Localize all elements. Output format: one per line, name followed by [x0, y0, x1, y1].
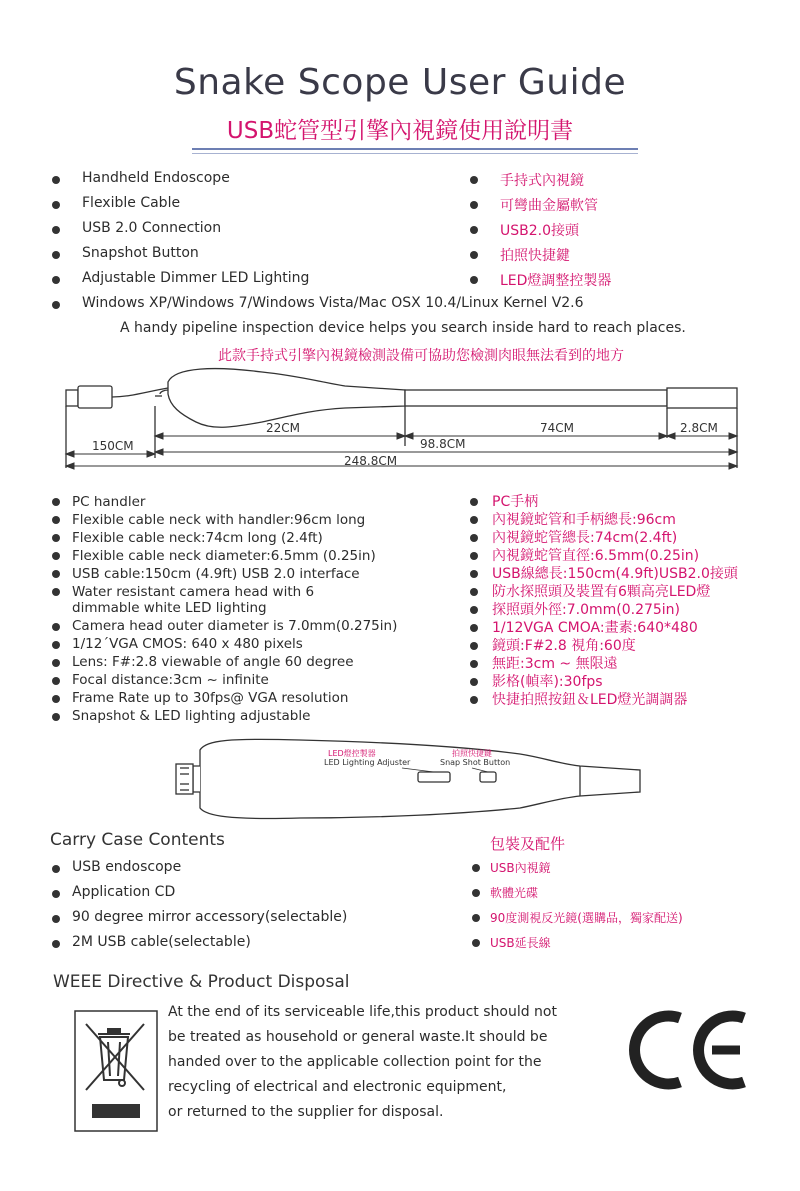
- title-underline-thin: [192, 153, 638, 154]
- spec-item-cn: PC手柄: [492, 494, 539, 510]
- bullet: [470, 276, 478, 284]
- led-adjuster-label: LED Lighting Adjuster: [324, 758, 411, 767]
- feature-item: Flexible Cable: [82, 195, 181, 211]
- bullet: [470, 696, 478, 704]
- spec-item: PC handler: [72, 494, 146, 510]
- intro-text-chinese: 此款手持式引擎內視鏡檢測設備可協助您檢測肉眼無法看到的地方: [218, 348, 624, 364]
- spec-item: Flexible cable neck diameter:6.5mm (0.25in): [72, 548, 376, 564]
- spec-item-cn: 內視鏡蛇管和手柄總長:96cm: [492, 512, 676, 528]
- weee-text-line: or returned to the supplier for disposal.: [168, 1104, 444, 1120]
- spec-item-cn: 無距:3cm ~ 無限遠: [492, 656, 618, 672]
- spec-item-cn: 內視鏡蛇管直徑:6.5mm(0.25in): [492, 548, 700, 564]
- spec-item-cn: 1/12VGA CMOA:畫素:640*480: [492, 620, 698, 636]
- weee-bin-icon: [74, 1010, 158, 1132]
- spec-item: Frame Rate up to 30fps@ VGA resolution: [72, 690, 349, 706]
- weee-text-line: recycling of electrical and electronic equipment,: [168, 1079, 507, 1095]
- bullet: [52, 659, 60, 667]
- bullet: [52, 276, 60, 284]
- bullet: [472, 939, 480, 947]
- bullet: [52, 226, 60, 234]
- bullet: [52, 516, 60, 524]
- intro-text: A handy pipeline inspection device helps you search inside hard to reach places.: [120, 320, 686, 336]
- bullet: [52, 498, 60, 506]
- spec-item-cn: 防水探照頭及裝置有6顆高亮LED燈: [492, 584, 711, 600]
- spec-item-continued: dimmable white LED lighting: [72, 600, 267, 616]
- bullet: [470, 624, 478, 632]
- spec-item: Camera head outer diameter is 7.0mm(0.275in): [72, 618, 398, 634]
- bullet: [472, 914, 480, 922]
- bullet: [470, 660, 478, 668]
- feature-item: Adjustable Dimmer LED Lighting: [82, 270, 310, 286]
- bullet: [52, 677, 60, 685]
- carry-case-item: Application CD: [72, 884, 176, 900]
- bullet: [470, 606, 478, 614]
- carry-case-item-cn: 90度測視反光鏡(選購品，獨家配送): [490, 911, 683, 925]
- snapshot-button-label: Snap Shot Button: [440, 758, 511, 767]
- device-dimension-diagram: [0, 362, 800, 474]
- dimension-label-2-8cm: 2.8CM: [680, 421, 718, 435]
- carry-case-item: 90 degree mirror accessory(selectable): [72, 909, 348, 925]
- spec-item-cn: 影格(幀率):30fps: [492, 674, 603, 690]
- title-underline: [192, 148, 638, 150]
- bullet: [52, 534, 60, 542]
- bullet: [470, 226, 478, 234]
- feature-item-cn: LED燈調整控製器: [500, 273, 612, 289]
- carry-case-item-cn: 軟體光碟: [490, 886, 539, 900]
- bullet: [52, 570, 60, 578]
- bullet: [470, 498, 478, 506]
- handle-diagram: [0, 730, 800, 830]
- spec-item-cn: 內視鏡蛇管總長:74cm(2.4ft): [492, 530, 678, 546]
- feature-item: Handheld Endoscope: [82, 170, 230, 186]
- page-title: Snake Scope User Guide: [173, 62, 627, 103]
- carry-case-heading: Carry Case Contents: [50, 830, 225, 850]
- spec-item: Snapshot & LED lighting adjustable: [72, 708, 311, 724]
- bullet: [472, 864, 480, 872]
- spec-item: Flexible cable neck with handler:96cm long: [72, 512, 366, 528]
- bullet: [470, 552, 478, 560]
- carry-case-item: USB endoscope: [72, 859, 182, 875]
- bullet: [52, 695, 60, 703]
- spec-item-cn: 快捷拍照按鈕＆LED燈光調調器: [492, 692, 688, 708]
- spec-item-cn: 探照頭外徑:7.0mm(0.275in): [492, 602, 681, 618]
- bullet: [470, 588, 478, 596]
- weee-text-line: be treated as household or general waste.It should be: [168, 1029, 548, 1045]
- spec-item: 1/12´VGA CMOS: 640 x 480 pixels: [72, 636, 303, 652]
- spec-item: USB cable:150cm (4.9ft) USB 2.0 interface: [72, 566, 360, 582]
- spec-item-cn: 鏡頭:F#2.8 視角:60度: [492, 638, 636, 654]
- bullet: [470, 516, 478, 524]
- bullet: [52, 201, 60, 209]
- ce-mark-logo: [628, 1008, 752, 1092]
- bullet: [52, 552, 60, 560]
- spec-item: Lens: F#:2.8 viewable of angle 60 degree: [72, 654, 354, 670]
- led-adjuster-label-cn: LED燈控製器: [328, 749, 376, 758]
- bullet: [52, 940, 60, 948]
- bullet: [52, 301, 60, 309]
- spec-item: Water resistant camera head with 6: [72, 584, 315, 600]
- spec-item: Flexible cable neck:74cm long (2.4ft): [72, 530, 323, 546]
- feature-item-cn: 可彎曲金屬軟管: [500, 198, 598, 214]
- feature-item: Snapshot Button: [82, 245, 199, 261]
- bullet: [470, 201, 478, 209]
- weee-text-line: handed over to the applicable collection point for the: [168, 1054, 542, 1070]
- bullet: [52, 623, 60, 631]
- bullet: [52, 251, 60, 259]
- spec-item-cn: USB線總長:150cm(4.9ft)USB2.0接頭: [492, 566, 738, 582]
- feature-item-cn: 手持式內視鏡: [500, 173, 584, 189]
- dimension-label-248-8cm: 248.8CM: [344, 454, 398, 468]
- snapshot-button-label-cn: 拍照快捷鍵: [452, 749, 492, 758]
- bullet: [52, 890, 60, 898]
- spec-item: Focal distance:3cm ~ infinite: [72, 672, 269, 688]
- bullet: [470, 570, 478, 578]
- bullet: [52, 915, 60, 923]
- page-subtitle-chinese: USB蛇管型引擎內視鏡使用說明書: [226, 118, 574, 144]
- dimension-label-22cm: 22CM: [266, 421, 301, 435]
- bullet: [472, 889, 480, 897]
- feature-item-cn: 拍照快捷鍵: [500, 248, 570, 264]
- bullet: [52, 713, 60, 721]
- carry-case-item-cn: USB延長線: [490, 936, 551, 950]
- carry-case-heading-cn: 包裝及配件: [490, 835, 566, 853]
- bullet: [470, 678, 478, 686]
- bullet: [52, 588, 60, 596]
- bullet: [52, 641, 60, 649]
- bullet: [470, 251, 478, 259]
- feature-item: Windows XP/Windows 7/Windows Vista/Mac OSX 10.4/Linux Kernel V2.6: [82, 295, 584, 311]
- carry-case-item-cn: USB內視鏡: [490, 861, 551, 875]
- weee-heading: WEEE Directive & Product Disposal: [53, 972, 350, 992]
- feature-item-cn: USB2.0接頭: [500, 223, 580, 239]
- bullet: [470, 176, 478, 184]
- carry-case-item: 2M USB cable(selectable): [72, 934, 251, 950]
- bullet: [52, 865, 60, 873]
- bullet: [470, 642, 478, 650]
- dimension-label-150cm: 150CM: [92, 439, 134, 453]
- weee-text-line: At the end of its serviceable life,this product should not: [168, 1004, 557, 1020]
- dimension-label-74cm: 74CM: [540, 421, 575, 435]
- feature-item: USB 2.0 Connection: [82, 220, 222, 236]
- bullet: [52, 176, 60, 184]
- dimension-label-98-8cm: 98.8CM: [420, 437, 466, 451]
- bullet: [470, 534, 478, 542]
